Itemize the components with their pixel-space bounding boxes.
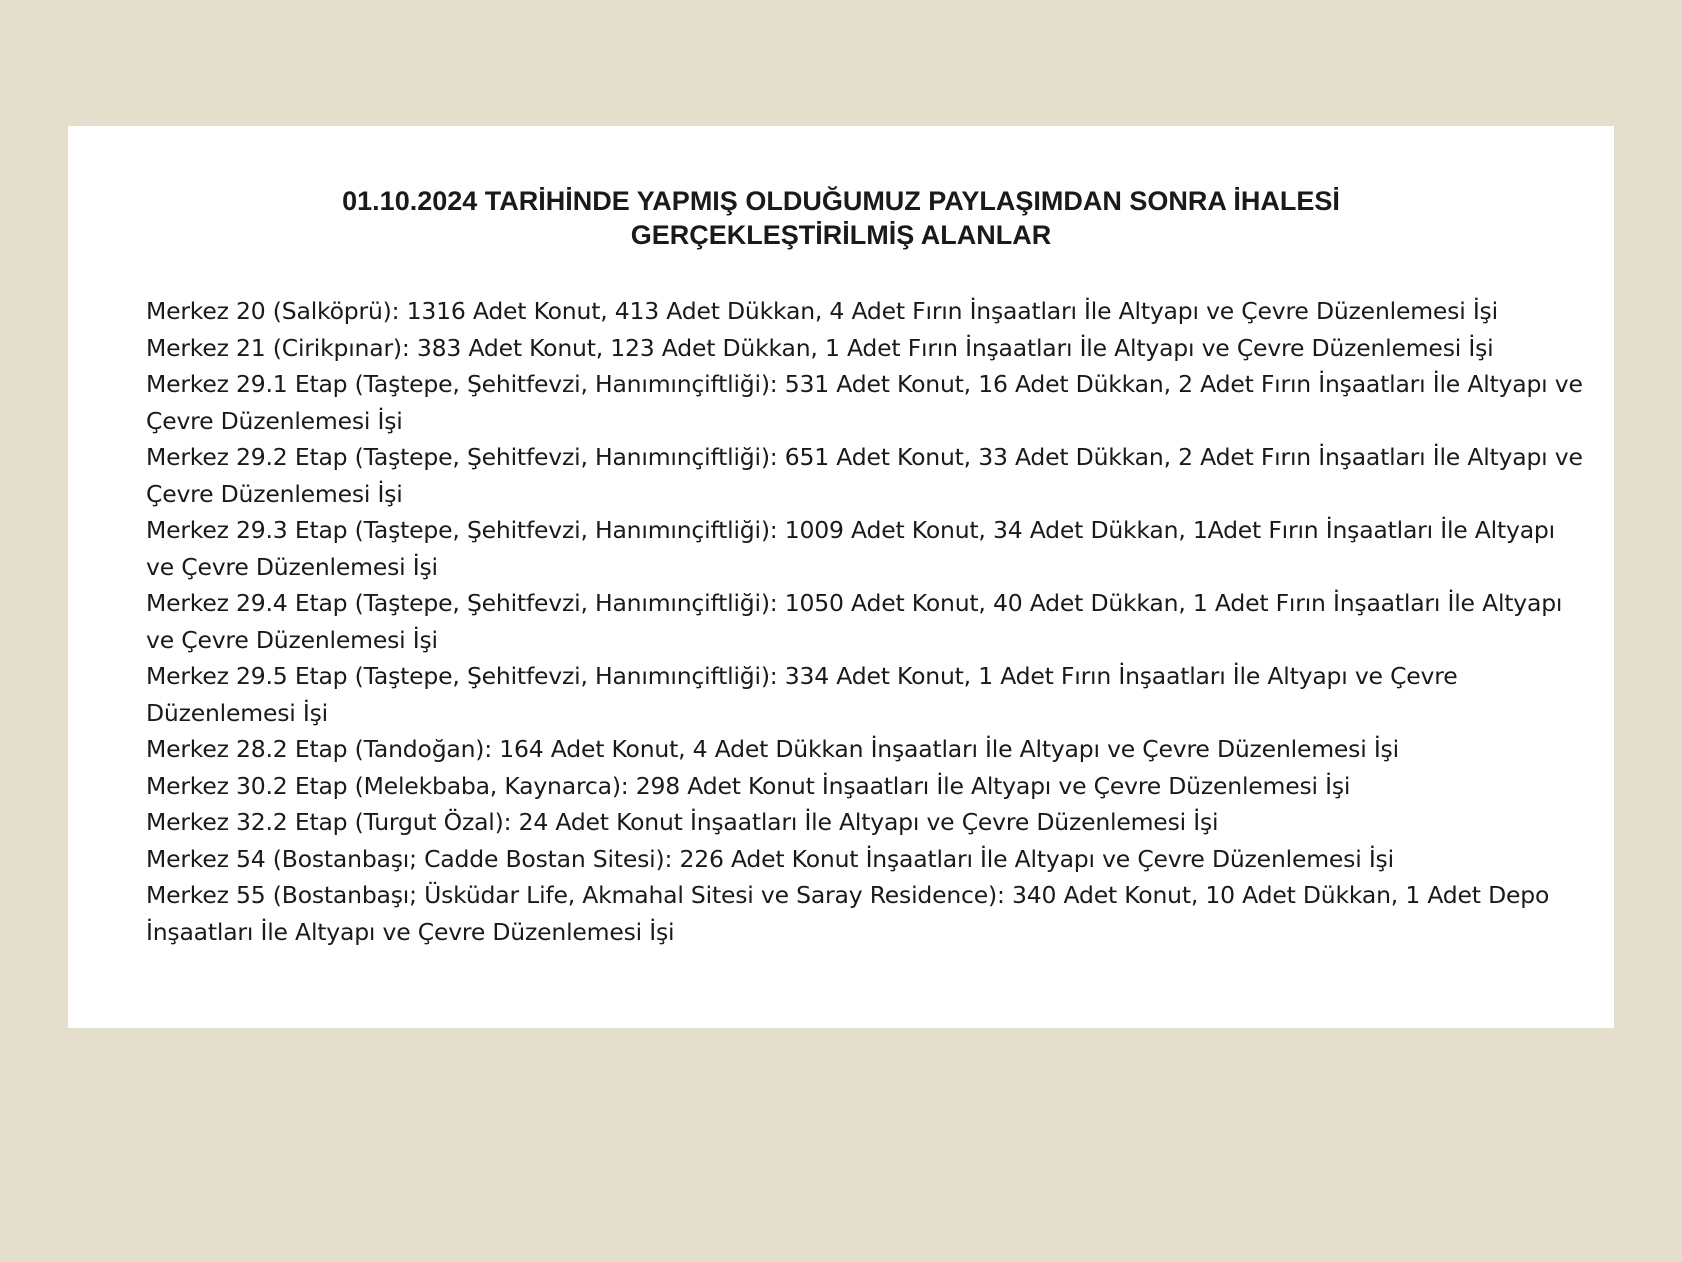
tender-item: Merkez 29.2 Etap (Taştepe, Şehitfevzi, Hanımınçiftliği): 651 Adet Konut, 33 Adet Dükkan, 2 Adet Fırın İnşaatları İle Altyapı ve Çevre Düzenlemesi İşi xyxy=(146,443,1583,508)
tender-item: Merkez 21 (Cirikpınar): 383 Adet Konut, 123 Adet Dükkan, 1 Adet Fırın İnşaatları İle Altyapı ve Çevre Düzenlemesi İşi xyxy=(146,333,1494,362)
tender-item: Merkez 29.5 Etap (Taştepe, Şehitfevzi, Hanımınçiftliği): 334 Adet Konut, 1 Adet Fırın İnşaatları İle Altyapı ve Çevre Düzenlemesi İşi xyxy=(146,662,1458,727)
document-title xyxy=(68,184,1614,252)
tender-item: Merkez 29.4 Etap (Taştepe, Şehitfevzi, Hanımınçiftliği): 1050 Adet Konut, 40 Adet Dükkan, 1 Adet Fırın İnşaatları İle Altyapı ve Çevre Düzenlemesi İşi xyxy=(146,589,1563,654)
tender-item: Merkez 32.2 Etap (Turgut Özal): 24 Adet Konut İnşaatları İle Altyapı ve Çevre Düzenlemesi İşi xyxy=(146,808,1219,836)
tender-item: Merkez 54 (Bostanbaşı; Cadde Bostan Sitesi): 226 Adet Konut İnşaatları İle Altyapı ve Çevre Düzenlemesi İşi xyxy=(146,844,1394,873)
tender-list xyxy=(146,293,1586,950)
tender-item: Merkez 29.1 Etap (Taştepe, Şehitfevzi, Hanımınçiftliği): 531 Adet Konut, 16 Adet Dükkan, 2 Adet Fırın İnşaatları İle Altyapı ve Çevre Düzenlemesi İşi xyxy=(146,370,1583,435)
document-title-line-2: GERÇEKLEŞTİRİLMİŞ ALANLAR xyxy=(630,220,1052,250)
tender-item: Merkez 20 (Salköprü): 1316 Adet Konut, 413 Adet Dükkan, 4 Adet Fırın İnşaatları İle Altyapı ve Çevre Düzenlemesi İşi xyxy=(146,297,1498,325)
tender-item: Merkez 29.3 Etap (Taştepe, Şehitfevzi, Hanımınçiftliği): 1009 Adet Konut, 34 Adet Dükkan, 1Adet Fırın İnşaatları İle Altyapı ve Çevre Düzenlemesi İşi xyxy=(146,516,1555,581)
tender-item: Merkez 28.2 Etap (Tandoğan): 164 Adet Konut, 4 Adet Dükkan İnşaatları İle Altyapı ve Çevre Düzenlemesi İşi xyxy=(146,735,1399,763)
document-title-line-1: 01.10.2024 TARİHİNDE YAPMIŞ OLDUĞUMUZ PAYLAŞIMDAN SONRA İHALESİ xyxy=(342,186,1340,216)
tender-item: Merkez 55 (Bostanbaşı; Üsküdar Life, Akmahal Sitesi ve Saray Residence): 340 Adet Konut, 10 Adet Dükkan, 1 Adet Depo İnşaatları İle Altyapı ve Çevre Düzenlemesi İşi xyxy=(146,881,1550,946)
document-page xyxy=(68,126,1614,1028)
tender-item: Merkez 30.2 Etap (Melekbaba, Kaynarca): 298 Adet Konut İnşaatları İle Altyapı ve Çevre Düzenlemesi İşi xyxy=(146,771,1351,800)
